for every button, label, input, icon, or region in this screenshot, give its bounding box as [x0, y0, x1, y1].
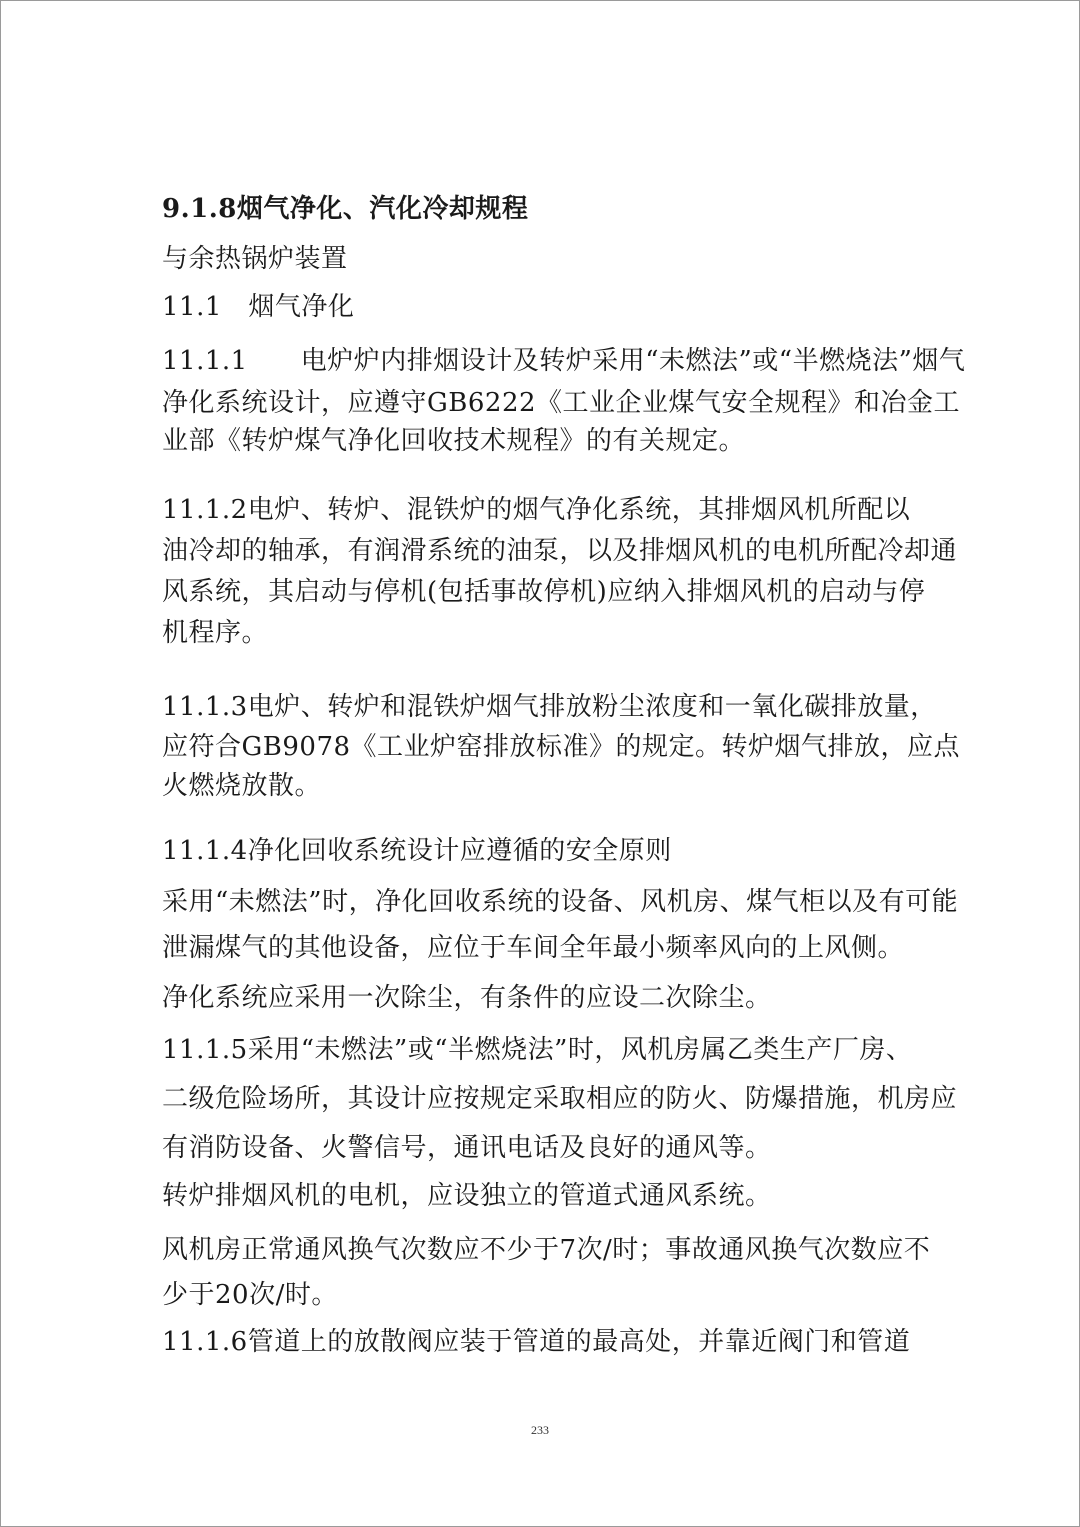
text-line: 火燃烧放散。: [162, 771, 322, 801]
text-line: 机程序。: [162, 618, 269, 648]
document-subtitle: 与余热锅炉装置: [162, 244, 348, 274]
text-line: 业部《转炉煤气净化回收技术规程》的有关规定。: [162, 426, 746, 456]
text-line: 二级危险场所，其设计应按规定采取相应的防火、防爆措施，机房应: [162, 1084, 958, 1114]
text-line: 风机房正常通风换气次数应不少于7次/时；事故通风换气次数应不: [162, 1235, 931, 1265]
text-line: 采用“未燃法”时，净化回收系统的设备、风机房、煤气柜以及有可能: [162, 887, 959, 917]
page-number: 233: [531, 1423, 549, 1437]
text-line: 11.1.4净化回收系统设计应遵循的安全原则: [162, 836, 672, 866]
text-line: 11.1.5采用“未燃法”或“半燃烧法”时，风机房属乙类生产厂房、: [162, 1035, 913, 1065]
text-line: 净化系统应采用一次除尘，有条件的应设二次除尘。: [162, 983, 772, 1013]
text-line: 11.1.1 电炉炉内排烟设计及转炉采用“未燃法”或“半燃烧法”烟气: [162, 346, 966, 376]
text-line: 泄漏煤气的其他设备，应位于车间全年最小频率风向的上风侧。: [162, 933, 905, 963]
text-line: 油冷却的轴承，有润滑系统的油泵，以及排烟风机的电机所配冷却通: [162, 536, 958, 566]
text-line: 11.1.2电炉、转炉、混铁炉的烟气净化系统，其排烟风机所配以: [162, 495, 911, 525]
document-title: 9.1.8烟气净化、汽化冷却规程: [162, 194, 529, 224]
text-line: 11.1.3电炉、转炉和混铁炉烟气排放粉尘浓度和一氧化碳排放量，: [162, 692, 937, 722]
text-line: 有消防设备、火警信号，通讯电话及良好的通风等。: [162, 1133, 772, 1163]
text-line: 应符合GB9078《工业炉窑排放标准》的规定。转炉烟气排放，应点: [162, 732, 961, 762]
text-line: 少于20次/时。: [162, 1280, 338, 1310]
text-line: 风系统，其启动与停机(包括事故停机)应纳入排烟风机的启动与停: [162, 577, 926, 607]
section-heading: 11.1 烟气净化: [162, 292, 355, 322]
text-line: 转炉排烟风机的电机，应设独立的管道式通风系统。: [162, 1181, 772, 1211]
text-line: 净化系统设计，应遵守GB6222《工业企业煤气安全规程》和冶金工: [162, 388, 961, 418]
text-line: 11.1.6管道上的放散阀应装于管道的最高处，并靠近阀门和管道: [162, 1327, 911, 1357]
